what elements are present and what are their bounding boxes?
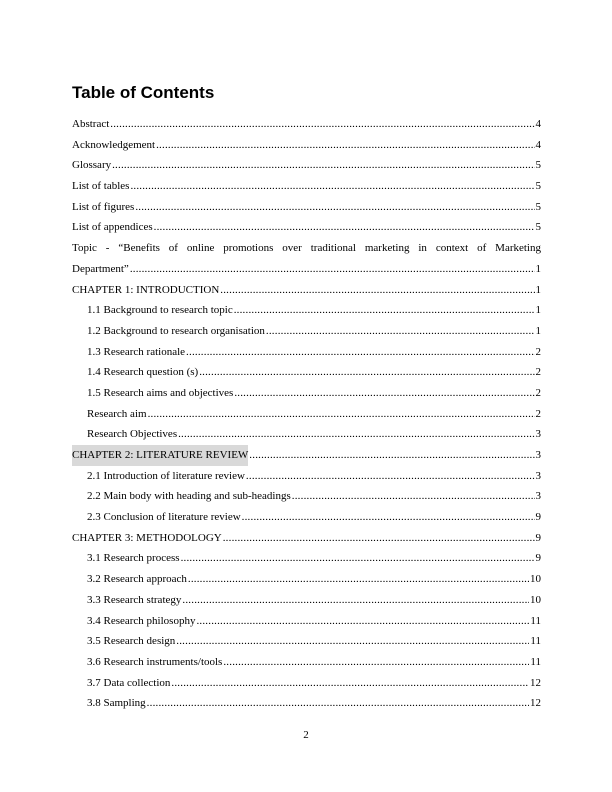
toc-entry-label: 3.6 Research instruments/tools <box>87 655 223 668</box>
toc-entry-label: CHAPTER 3: METHODOLOGY <box>72 531 222 544</box>
toc-entry-label: 3.1 Research process <box>87 552 180 565</box>
toc-dot-leader <box>223 528 535 549</box>
toc-entry[interactable] <box>72 548 541 569</box>
toc-entry-page: 5 <box>535 180 541 193</box>
toc-entry-label: 1.2 Background to research organisation <box>87 324 265 337</box>
toc-entry-page: 2 <box>535 366 541 379</box>
toc-entry[interactable] <box>72 693 541 714</box>
toc-entry-label: Glossary <box>72 159 112 172</box>
toc-entry-page: 10 <box>530 593 541 606</box>
toc-dot-leader <box>266 321 535 342</box>
toc-dot-leader <box>171 673 529 694</box>
toc-entry-label: 2.2 Main body with heading and sub-headings <box>87 490 291 503</box>
toc-dot-leader <box>147 693 529 714</box>
toc-entry[interactable] <box>72 383 541 404</box>
toc-title: Table of Contents <box>72 83 215 102</box>
toc-entry[interactable] <box>72 466 541 487</box>
toc-entry-page: 1 <box>535 283 541 296</box>
toc-entry[interactable] <box>72 445 541 466</box>
toc-topic-line-2[interactable] <box>72 259 541 280</box>
toc-entry-label: 3.7 Data collection <box>87 676 171 689</box>
toc-dot-leader <box>112 155 534 176</box>
toc-entry-label: 3.3 Research strategy <box>87 593 182 606</box>
toc-entry-label: CHAPTER 2: LITERATURE REVIEW <box>72 445 248 466</box>
toc-dot-leader <box>178 424 534 445</box>
toc-dot-leader <box>188 569 529 590</box>
toc-dot-leader <box>220 280 534 301</box>
toc-entry[interactable] <box>72 135 541 156</box>
toc-entry-page: 1 <box>535 304 541 317</box>
page-number: 2 <box>303 729 309 741</box>
toc-entry-label: 3.4 Research philosophy <box>87 614 196 627</box>
toc-entry[interactable] <box>72 155 541 176</box>
toc-dot-leader <box>176 631 529 652</box>
toc-entry-label: 1.1 Background to research topic <box>87 304 233 317</box>
toc-entry-page: 2 <box>535 345 541 358</box>
toc-entry-label: 2.1 Introduction of literature review <box>87 469 245 482</box>
toc-entry-label: 1.4 Research question (s) <box>87 366 199 379</box>
toc-entry-label: 1.3 Research rationale <box>87 345 186 358</box>
toc-entry-page: 9 <box>535 552 541 565</box>
toc-dot-leader <box>135 197 534 218</box>
toc-dot-leader <box>156 135 534 156</box>
toc-entry[interactable] <box>72 197 541 218</box>
toc-dot-leader <box>246 466 535 487</box>
toc-entry[interactable] <box>72 362 541 383</box>
toc-entry-page: 1 <box>535 324 541 337</box>
toc-entry-page: 12 <box>530 676 541 689</box>
toc-entry[interactable] <box>72 631 541 652</box>
toc-entry-label: Acknowledgement <box>72 138 156 151</box>
toc-dot-leader <box>130 259 535 280</box>
toc-entry-page: 4 <box>535 118 541 130</box>
toc-entry-label: CHAPTER 1: INTRODUCTION <box>72 283 220 296</box>
toc-entry-page: 3 <box>535 428 541 441</box>
toc-entry[interactable] <box>72 486 541 507</box>
toc-entry-page: 4 <box>535 138 541 151</box>
toc-dot-leader <box>234 300 535 321</box>
toc-entry-page: 9 <box>535 531 541 544</box>
toc-entry-page: 12 <box>530 697 541 710</box>
toc-entry-label: List of figures <box>72 200 135 213</box>
toc-dot-leader <box>249 445 534 466</box>
toc-entry[interactable] <box>72 114 541 135</box>
toc-dot-leader <box>181 548 535 569</box>
toc-entry[interactable] <box>72 528 541 549</box>
toc-entry[interactable] <box>72 342 541 363</box>
toc-entry[interactable] <box>72 217 541 238</box>
toc-dot-leader <box>154 217 535 238</box>
toc-dot-leader <box>186 342 534 363</box>
toc-topic-line-1[interactable]: Topic - “Benefits of online promotions over traditional marketing in context of Marketing <box>72 242 541 255</box>
toc-entry-label: Research Objectives <box>87 428 178 441</box>
toc-entry-label: Department” <box>72 262 129 275</box>
toc-dot-leader <box>110 114 534 135</box>
toc-entry-label: 3.5 Research design <box>87 635 176 648</box>
toc-entry-label: List of tables <box>72 180 130 193</box>
toc-entry[interactable] <box>72 280 541 301</box>
toc-dot-leader <box>234 383 534 404</box>
toc-dot-leader <box>199 362 534 383</box>
toc-entry-label: 2.3 Conclusion of literature review <box>87 511 241 524</box>
toc-entry-page: 5 <box>535 200 541 213</box>
toc-entry[interactable] <box>72 611 541 632</box>
toc-entry[interactable] <box>72 673 541 694</box>
toc-dot-leader <box>292 486 535 507</box>
toc-entry-page: 5 <box>535 159 541 172</box>
toc-entry[interactable] <box>72 590 541 611</box>
toc-dot-leader <box>182 590 529 611</box>
toc-entry-page: 9 <box>535 511 541 524</box>
toc-entry-page: 5 <box>535 221 541 234</box>
toc-dot-leader <box>130 176 534 197</box>
toc-entry-page: 11 <box>530 614 541 627</box>
toc-dot-leader <box>223 652 529 673</box>
toc-entry[interactable] <box>72 300 541 321</box>
toc-entry-page: 2 <box>535 407 541 420</box>
toc-entry-page: 3 <box>535 449 541 461</box>
toc-entry-page: 1 <box>535 262 541 275</box>
toc-entry-label: Abstract <box>72 118 110 130</box>
toc-entry[interactable] <box>72 176 541 197</box>
toc-entry[interactable] <box>72 424 541 445</box>
toc-entry-label: List of appendices <box>72 221 153 234</box>
toc-entry-page: 2 <box>535 386 541 399</box>
toc-entry-label: 3.8 Sampling <box>87 697 146 710</box>
toc-entry-label: 1.5 Research aims and objectives <box>87 386 234 399</box>
toc-entry-page: 11 <box>530 635 541 648</box>
toc-entry[interactable] <box>72 321 541 342</box>
toc-entry[interactable] <box>72 569 541 590</box>
toc-entry-page: 10 <box>530 573 541 586</box>
toc-dot-leader <box>148 404 535 425</box>
toc-dot-leader <box>196 611 529 632</box>
toc-entry[interactable] <box>72 652 541 673</box>
toc-list <box>72 114 541 714</box>
toc-entry-label: 3.2 Research approach <box>87 573 187 586</box>
toc-dot-leader <box>242 507 535 528</box>
toc-entry-page: 3 <box>535 490 541 503</box>
toc-entry-page: 3 <box>535 469 541 482</box>
toc-entry-label: Research aim <box>87 407 147 420</box>
toc-entry-page: 11 <box>530 655 541 668</box>
toc-entry[interactable] <box>72 404 541 425</box>
toc-entry[interactable] <box>72 507 541 528</box>
